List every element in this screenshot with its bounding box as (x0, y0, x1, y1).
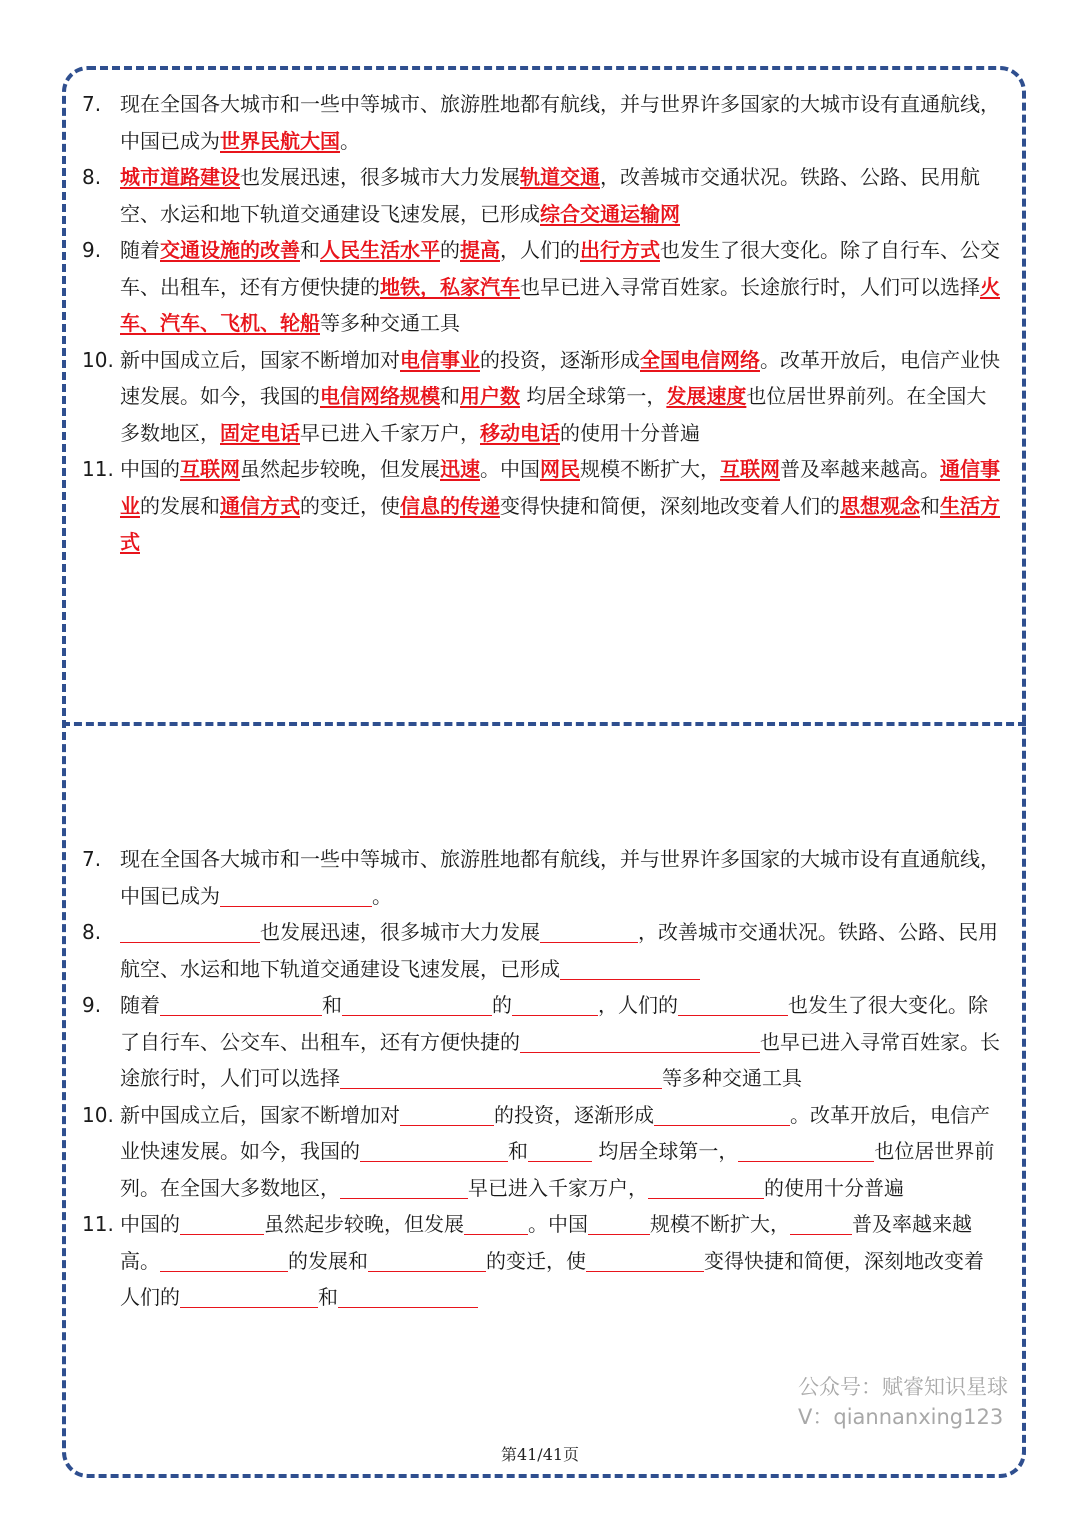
answer-blank[interactable] (678, 989, 788, 1016)
answer-keyword: 移动电话 (480, 420, 560, 445)
item-number: 7. (82, 92, 102, 116)
answer-blank[interactable] (528, 1135, 592, 1162)
answer-blank[interactable] (160, 1245, 288, 1272)
item-text: 现在全国各大城市和一些中等城市、旅游胜地都有航线，并与世界许多国家的大城市设有直通航线，中国已成为 (120, 847, 1000, 908)
item-text: 早已进入千家万户， (300, 420, 480, 445)
item-number: 9. (82, 238, 102, 262)
exercise-item-10 (82, 1097, 1000, 1207)
item-text: 和 (322, 993, 342, 1017)
answer-blank[interactable] (790, 1208, 852, 1235)
item-text: 新中国成立后，国家不断增加对 (120, 347, 400, 372)
item-text: ，人们的 (598, 993, 678, 1017)
page-number: 第41/41页 (500, 1445, 580, 1464)
item-text: 中国的 (120, 1212, 180, 1236)
exercise-item-8 (82, 914, 1000, 987)
item-text: 的变迁，使 (300, 493, 400, 518)
answer-blank[interactable] (560, 953, 700, 980)
item-text: 随着 (120, 993, 160, 1017)
answer-blank[interactable] (360, 1135, 508, 1162)
answer-blank[interactable] (160, 989, 322, 1016)
answer-blank[interactable] (520, 1026, 760, 1053)
answer-keyword: 电信事业 (400, 347, 480, 372)
answer-keyword: 提高 (460, 238, 500, 262)
item-text: 普及率越来越高。 (120, 1212, 972, 1273)
answer-blank[interactable] (464, 1208, 528, 1235)
item-text: 中国的 (120, 457, 180, 481)
answer-keyword: 互联网 (180, 457, 240, 481)
item-number: 10. (82, 1102, 114, 1127)
watermark-line-2: V：qiannanxing123 (798, 1405, 1004, 1429)
item-text: 规模不断扩大， (650, 1212, 790, 1236)
item-text: 也发展迅速，很多城市大力发展 (240, 165, 520, 189)
item-text: 新中国成立后，国家不断增加对 (120, 1102, 400, 1127)
exercise-item-9 (82, 987, 1000, 1097)
answer-section (82, 86, 1000, 561)
item-text: 均居全球第一， (520, 384, 667, 408)
answer-blank[interactable] (368, 1245, 486, 1272)
answer-keyword: 思想观念 (840, 493, 920, 518)
answer-keyword: 通信事业 (120, 457, 1000, 518)
answer-blank[interactable] (338, 1281, 478, 1308)
item-text: 也早已进入寻常百姓家。长途旅行时，人们可以选择 (120, 1029, 1000, 1090)
item-text: 和 (318, 1285, 338, 1309)
watermark-line-1: 公众号：赋睿知识星球 (798, 1375, 1008, 1399)
item-number: 8. (82, 920, 102, 944)
item-text: 和 (440, 384, 460, 408)
answer-blank[interactable] (586, 1245, 704, 1272)
item-text: 虽然起步较晚，但发展 (240, 457, 440, 481)
answer-blank[interactable] (400, 1099, 494, 1126)
item-text: 也早已进入寻常百姓家。长途旅行时，人们可以选择 (520, 274, 980, 299)
item-text: 。 (372, 883, 392, 908)
answer-keyword: 电信网络规模 (320, 384, 440, 408)
item-text: 。中国 (480, 457, 540, 481)
item-text: 均居全球第一， (592, 1139, 739, 1163)
answer-blank[interactable] (738, 1135, 874, 1162)
item-text: ，人们的 (500, 238, 580, 262)
item-text: 等多种交通工具 (320, 311, 460, 335)
answer-blank[interactable] (340, 1062, 662, 1089)
answer-keyword: 城市道路建设 (120, 165, 240, 189)
item-text: 的 (492, 993, 512, 1017)
dashed-divider (62, 722, 1026, 726)
item-text: 变得快捷和简便，深刻地改变着人们的 (500, 493, 840, 518)
watermark (798, 1372, 1008, 1432)
item-text: 的发展和 (140, 493, 220, 518)
item-number: 11. (82, 457, 114, 481)
item-text: 也发展迅速，很多城市大力发展 (260, 920, 540, 944)
item-text: 现在全国各大城市和一些中等城市、旅游胜地都有航线，并与世界许多国家的大城市设有直通航线，中国已成为 (120, 92, 1000, 153)
item-text: 的使用十分普遍 (560, 420, 700, 445)
answer-keyword: 火车、汽车、飞机、轮船 (120, 274, 1000, 335)
answer-item-11 (82, 451, 1000, 561)
item-text: 也发生了很大变化。除了自行车、公交车、出租车，还有方便快捷的 (120, 238, 1000, 299)
item-text: ，改善城市交通状况。铁路、公路、民用航空、水运和地下轨道交通建设飞速发展，已形成 (120, 165, 980, 226)
item-text: 的变迁，使 (486, 1248, 586, 1273)
item-text: 虽然起步较晚，但发展 (264, 1212, 464, 1236)
answer-keyword: 交通设施的改善 (160, 238, 300, 262)
item-text: 。改革开放后，电信产业快速发展。如今，我国的 (120, 347, 1000, 408)
item-number: 7. (82, 847, 102, 871)
item-text: 规模不断扩大， (580, 457, 720, 481)
item-text: ，改善城市交通状况。铁路、公路、民用航空、水运和地下轨道交通建设飞速发展，已形成 (120, 920, 998, 981)
item-number: 9. (82, 993, 102, 1017)
item-text: 也位居世界前列。在全国大多数地区， (120, 384, 987, 445)
answer-keyword: 生活方式 (120, 493, 1000, 554)
item-text: 的使用十分普遍 (764, 1175, 904, 1200)
answer-blank[interactable] (648, 1172, 764, 1199)
answer-item-8 (82, 159, 1000, 232)
answer-keyword: 固定电话 (220, 420, 300, 445)
answer-blank[interactable] (588, 1208, 650, 1235)
answer-item-10 (82, 342, 1000, 452)
item-number: 11. (82, 1212, 114, 1236)
item-text: 变得快捷和简便，深刻地改变着人们的 (120, 1248, 984, 1309)
item-text: 和 (300, 238, 320, 262)
item-text: 的投资，逐渐形成 (480, 347, 640, 372)
item-text: 。中国 (528, 1212, 588, 1236)
answer-keyword: 迅速 (440, 457, 480, 481)
item-text: 等多种交通工具 (662, 1066, 802, 1090)
answer-keyword: 全国电信网络 (640, 347, 760, 372)
item-text: 的 (440, 238, 460, 262)
item-number: 10. (82, 347, 114, 372)
exercise-item-11 (82, 1206, 1000, 1316)
answer-item-9 (82, 232, 1000, 342)
answer-blank[interactable] (342, 989, 492, 1016)
item-text: 和 (508, 1139, 528, 1163)
exercise-section (82, 841, 1000, 1316)
item-text: 普及率越来越高。 (780, 457, 940, 481)
item-text: 早已进入千家万户， (468, 1175, 648, 1200)
answer-keyword: 网民 (540, 457, 580, 481)
answer-keyword: 轨道交通 (520, 165, 600, 189)
item-text: 的发展和 (288, 1248, 368, 1273)
answer-blank[interactable] (120, 916, 260, 943)
answer-keyword: 综合交通运输网 (540, 201, 680, 226)
answer-keyword: 信息的传递 (400, 493, 500, 518)
answer-keyword: 互联网 (720, 457, 780, 481)
answer-blank[interactable] (340, 1172, 468, 1199)
item-text: 也发生了很大变化。除了自行车、公交车、出租车，还有方便快捷的 (120, 993, 988, 1054)
item-text: 也位居世界前列。在全国大多数地区， (120, 1139, 995, 1200)
answer-blank[interactable] (540, 916, 638, 943)
item-text: 。改革开放后，电信产业快速发展。如今，我国的 (120, 1102, 990, 1163)
item-number: 8. (82, 165, 102, 189)
answer-blank[interactable] (512, 989, 598, 1016)
item-text: 的投资，逐渐形成 (494, 1102, 654, 1127)
answer-keyword: 地铁，私家汽车 (380, 274, 520, 299)
item-text: 。 (340, 128, 360, 153)
item-text: 和 (920, 493, 940, 518)
answer-blank[interactable] (180, 1281, 318, 1308)
answer-blank[interactable] (180, 1208, 264, 1235)
answer-keyword: 世界民航大国 (220, 128, 340, 153)
answer-keyword: 发展速度 (666, 384, 747, 408)
item-text: 随着 (120, 238, 160, 262)
answer-blank[interactable] (654, 1099, 790, 1126)
answer-keyword: 人民生活水平 (320, 238, 440, 262)
answer-keyword: 用户数 (460, 384, 520, 408)
answer-item-7 (82, 86, 1000, 159)
answer-keyword: 出行方式 (580, 238, 660, 262)
answer-blank[interactable] (220, 880, 372, 907)
answer-keyword: 通信方式 (220, 493, 300, 518)
exercise-item-7 (82, 841, 1000, 914)
